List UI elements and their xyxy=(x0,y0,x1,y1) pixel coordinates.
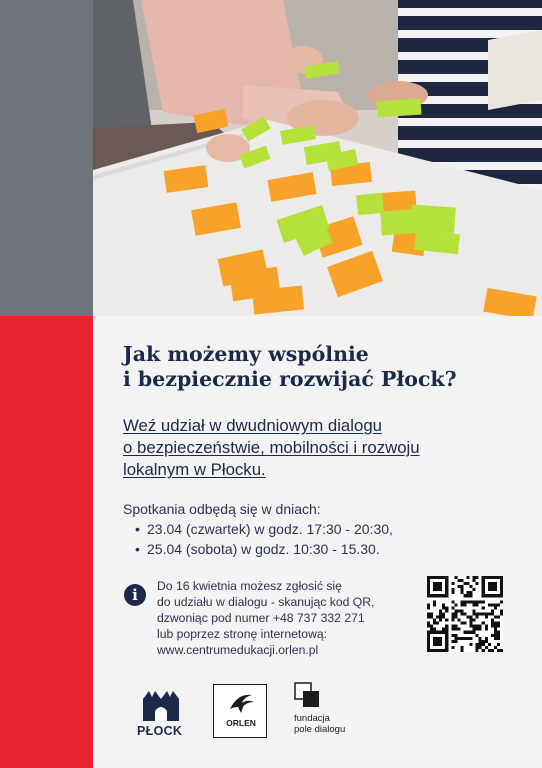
fundacja-label-line: pole dialogu xyxy=(294,724,346,735)
content-panel xyxy=(93,316,542,768)
fundacja-pole-dialogu-label xyxy=(294,713,345,735)
info-line: dzwoniąc pod numer +48 737 332 271 xyxy=(157,611,365,625)
intro-line-1: Weź udział w dwudniowym dialogu xyxy=(123,416,382,435)
meetings-lead: Spotkania odbędą się w dniach: xyxy=(123,501,321,517)
fundacja-label-line: fundacja xyxy=(294,713,330,724)
info-icon: i xyxy=(124,584,146,606)
fundacja-pole-dialogu-logo-icon xyxy=(294,682,322,712)
red-side-stripe xyxy=(0,316,93,768)
gray-side-stripe xyxy=(0,0,93,316)
meetings-list xyxy=(123,519,523,559)
headline-line-1: Jak możemy wspólnie xyxy=(123,342,369,366)
orlen-logo-label: ORLEN xyxy=(226,718,256,728)
info-line: do udziału w dialogu - skanując kod QR, xyxy=(157,595,375,609)
intro-line-2: o bezpieczeństwie, mobilności i rozwoju xyxy=(123,438,420,457)
headline xyxy=(123,342,523,392)
workshop-photo xyxy=(93,0,542,316)
plock-logo-label: PŁOCK xyxy=(137,724,183,738)
meeting-date-item: • 23.04 (czwartek) w godz. 17:30 - 20:30, xyxy=(135,519,523,539)
orlen-eagle-icon xyxy=(214,685,268,719)
registration-info xyxy=(157,578,417,658)
qr-code[interactable] xyxy=(427,576,503,652)
intro-text xyxy=(123,415,523,481)
website-link[interactable]: www.centrumedukacji.orlen.pl xyxy=(157,643,319,657)
orlen-logo xyxy=(213,684,267,738)
info-line: Do 16 kwietnia możesz zgłosić się xyxy=(157,579,342,593)
headline-line-2: i bezpiecznie rozwijać Płock? xyxy=(123,367,457,391)
info-line: lub poprzez stronę internetową: xyxy=(157,627,328,641)
intro-line-3: lokalnym w Płocku. xyxy=(123,460,266,479)
meeting-date-item: • 25.04 (sobota) w godz. 10:30 - 15.30. xyxy=(135,539,523,559)
meetings-section xyxy=(123,499,523,559)
